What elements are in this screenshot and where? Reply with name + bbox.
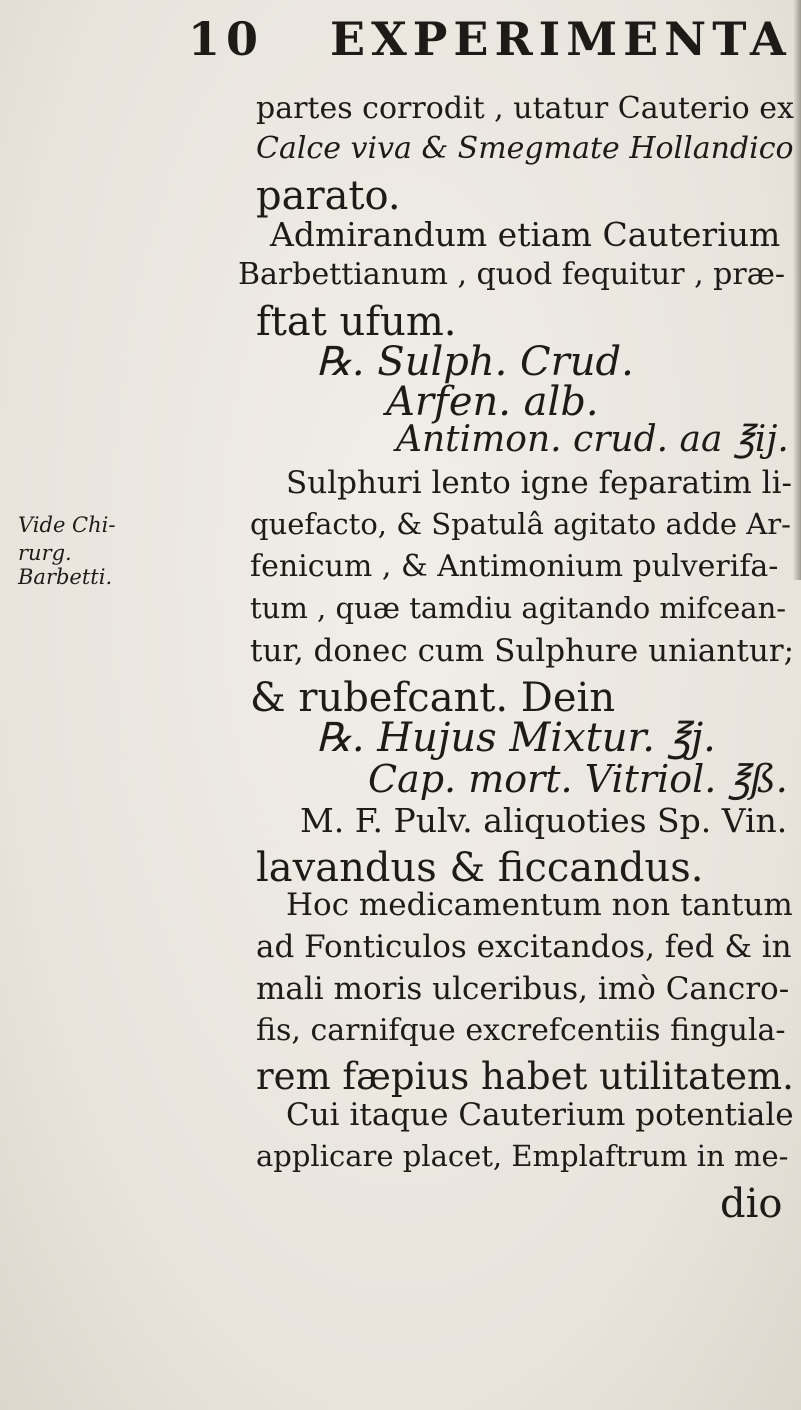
recipe-line: ℞. Sulph. Crud. xyxy=(316,339,634,385)
margin-note-line: Vide Chi- xyxy=(18,513,116,537)
text-line: partes corrodit , utatur Cauterio ex xyxy=(256,91,794,126)
text-line: Sulphuri lento igne feparatim li- xyxy=(286,465,792,501)
text-line: lavandus & ficcandus. xyxy=(256,845,704,891)
text-line: Admirandum etiam Cauterium xyxy=(270,215,781,254)
recipe-line: Cap. mort. Vitriol. ℥ß. xyxy=(368,757,788,801)
text-line: ftat ufum. xyxy=(256,299,457,345)
text-line: tum , quæ tamdiu agitando mifcean- xyxy=(250,591,787,625)
recipe-line: M. F. Pulv. aliquoties Sp. Vin. xyxy=(300,801,788,840)
text-line: & rubefcant. Dein xyxy=(250,675,616,721)
text-line: Cui itaque Cauterium potentiale xyxy=(286,1097,794,1133)
text-line: Hoc medicamentum non tantum xyxy=(286,887,793,923)
text-line: rem fæpius habet utilitatem. xyxy=(256,1055,794,1098)
catchword: dio xyxy=(720,1181,783,1227)
text-line: tur, donec cum Sulphure uniantur; xyxy=(250,633,795,669)
text-line: mali moris ulceribus, imò Cancro- xyxy=(256,971,790,1007)
page-edge-shadow xyxy=(793,0,801,580)
text-line: ad Fonticulos excitandos, fed & in xyxy=(256,929,792,965)
text-line: quefacto, & Spatulâ agitato adde Ar- xyxy=(250,507,791,541)
recipe-line: ℞. Hujus Mixtur. ℥j. xyxy=(316,715,716,761)
text-line: applicare placet, Emplaftrum in me- xyxy=(256,1139,789,1173)
recipe-line: Antimon. crud. aa ℥ij. xyxy=(396,419,789,460)
text-line: Barbettianum , quod fequitur , præ- xyxy=(238,257,786,292)
text-line: fis, carnifque excrefcentiis fingula- xyxy=(256,1013,786,1048)
text-line: fenicum , & Antimonium pulverifa- xyxy=(250,549,779,584)
text-line: parato. xyxy=(256,173,401,219)
margin-note-line: Barbetti. xyxy=(18,565,113,589)
recipe-line: Arfen. alb. xyxy=(386,379,599,425)
running-title: EXPERIMENTA xyxy=(330,12,792,66)
page-header xyxy=(188,12,792,66)
margin-note-line: rurg. xyxy=(18,541,72,565)
text-line: Calce viva & Smegmate Hollandico xyxy=(256,131,794,166)
page-number: 10 xyxy=(188,12,265,66)
